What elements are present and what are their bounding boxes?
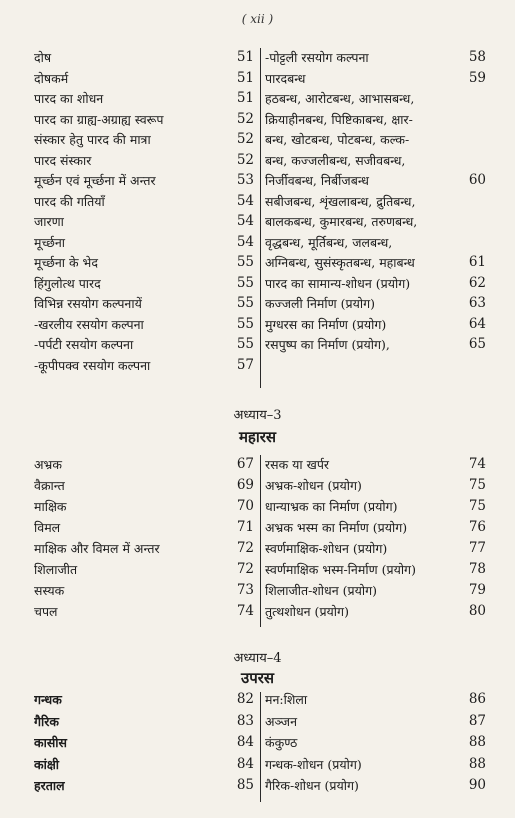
toc-entry-page: 51 (236, 90, 254, 106)
toc-entry-page: 74 (468, 456, 486, 472)
toc-entry-title: हिंगुलोत्थ पारद (34, 275, 101, 291)
toc-entry-title: चपल (34, 604, 58, 619)
toc-entry-page: 58 (468, 49, 486, 65)
toc-entry-title: अग्निबन्ध, सुसंस्कृतबन्ध, महाबन्ध (265, 255, 415, 270)
toc-entry-title: पारदबन्ध (265, 70, 306, 86)
toc-entry-title: माक्षिक और विमल में अन्तर (34, 541, 160, 556)
toc-entry-page: 53 (236, 172, 254, 188)
column-divider (260, 455, 261, 627)
toc-entry-title: अभ्रक (34, 457, 62, 472)
toc-entry-title: पारद संस्कार (34, 152, 92, 168)
column-divider (260, 692, 261, 802)
toc-entry-title: रसक या खर्पर (265, 457, 330, 472)
toc-entry-title: स्वर्णमाक्षिक भस्म-निर्माण (प्रयोग) (265, 562, 416, 577)
toc-entry-title: सस्यक (34, 583, 65, 598)
toc-entry-title: अञ्जन (265, 713, 298, 729)
toc-entry-title: विमल (34, 520, 61, 535)
toc-entry-page: 85 (236, 777, 254, 793)
toc-entry-page: 73 (236, 582, 254, 598)
toc-entry-title: मूर्च्छना (34, 234, 66, 250)
toc-entry-page: 88 (468, 734, 486, 750)
toc-entry-page: 55 (236, 295, 254, 311)
toc-entry-page: 84 (236, 734, 254, 750)
toc-entry-title: रसपुष्प का निर्माण (प्रयोग), (265, 337, 390, 352)
toc-entry-title: गन्धक-शोधन (प्रयोग) (265, 756, 362, 772)
page-folio: ( xii ) (241, 12, 274, 26)
toc-entry-title: दोषकर्म (34, 70, 69, 86)
toc-entry-title: पारद का सामान्य-शोधन (प्रयोग) (265, 275, 411, 291)
toc-entry-title: माक्षिक (34, 499, 67, 514)
toc-entry-page: 77 (468, 540, 486, 556)
chapter-3-label: अध्याय–3 (233, 408, 282, 423)
chapter-4-label: अध्याय–4 (233, 651, 282, 666)
toc-entry-title: -कूपीपक्व रसयोग कल्पना (34, 357, 151, 373)
toc-entry-page: 90 (468, 777, 486, 793)
toc-entry-page: 87 (468, 712, 486, 729)
toc-entry-page: 54 (236, 213, 254, 229)
toc-entry-page: 52 (236, 110, 254, 127)
toc-entry-title: गैरिक-शोधन (प्रयोग) (265, 778, 359, 793)
toc-entry-page: 71 (236, 519, 254, 535)
toc-entry-page: 78 (468, 561, 486, 577)
toc-entry-page: 76 (468, 519, 486, 535)
toc-entry-page: 51 (236, 49, 254, 65)
toc-entry-title: बालकबन्ध, कुमारबन्ध, तरुणबन्ध, (265, 214, 418, 229)
toc-entry-title: -पोट्टली रसयोग कल्पना (265, 50, 369, 65)
toc-entry-title: हरताल (34, 778, 65, 793)
toc-entry-title: जारणा (34, 214, 64, 229)
toc-entry-page: 86 (468, 691, 486, 707)
toc-entry-title: धान्याभ्रक का निर्माण (प्रयोग) (265, 499, 398, 514)
toc-entry-page: 69 (236, 477, 254, 493)
toc-entry-title: क्रियाहीनबन्ध, पिष्टिकाबन्ध, क्षार- (265, 111, 413, 127)
chapter-4-heading: उपरस (240, 669, 274, 687)
toc-entry-title: शिलाजीत (34, 562, 78, 577)
toc-entry-title: वैक्रान्त (34, 478, 65, 493)
toc-entry-page: 60 (468, 172, 486, 188)
toc-entry-page: 62 (468, 274, 486, 291)
toc-entry-page: 59 (468, 69, 486, 86)
toc-entry-page: 79 (468, 582, 486, 598)
toc-entry-title: अभ्रक-शोधन (प्रयोग) (265, 478, 362, 493)
toc-entry-page: 84 (236, 755, 254, 772)
toc-entry-title: मुग्धरस का निर्माण (प्रयोग) (265, 316, 387, 332)
toc-entry-page: 75 (468, 498, 486, 514)
toc-entry-title: कासीस (34, 735, 67, 750)
toc-entry-title: बन्ध, खोटबन्ध, पोटबन्ध, कल्क- (265, 132, 410, 147)
toc-entry-page: 65 (468, 336, 486, 352)
toc-entry-title: कज्जली निर्माण (प्रयोग) (265, 296, 376, 311)
toc-entry-title: तुत्थशोधन (प्रयोग) (265, 604, 349, 619)
toc-entry-page: 61 (468, 254, 486, 270)
toc-entry-page: 82 (236, 691, 254, 707)
toc-entry-page: 57 (236, 356, 254, 373)
toc-entry-page: 55 (236, 336, 254, 352)
toc-entry-page: 75 (468, 477, 486, 493)
toc-entry-page: 55 (236, 315, 254, 332)
toc-entry-title: पारद का शोधन (34, 91, 104, 106)
toc-entry-page: 52 (236, 151, 254, 168)
toc-entry-title: कंकुण्ठ (265, 735, 298, 750)
toc-entry-page: 64 (468, 315, 486, 332)
column-divider (260, 48, 261, 388)
toc-entry-page: 51 (236, 69, 254, 86)
toc-entry-page: 74 (236, 603, 254, 619)
toc-entry-title: मूर्च्छन एवं मूर्च्छना में अन्तर (34, 173, 156, 188)
toc-entry-title: गैरिक (34, 713, 59, 729)
toc-entry-page: 80 (468, 603, 486, 619)
toc-entry-page: 63 (468, 295, 486, 311)
toc-entry-title: हठबन्ध, आरोटबन्ध, आभासबन्ध, (265, 91, 415, 106)
toc-entry-title: अभ्रक भस्म का निर्माण (प्रयोग) (265, 520, 408, 535)
toc-entry-title: मूर्च्छना के भेद (34, 255, 98, 270)
toc-entry-page: 54 (236, 192, 254, 209)
toc-entry-title: स्वर्णमाक्षिक-शोधन (प्रयोग) (265, 541, 388, 556)
toc-entry-page: 83 (236, 712, 254, 729)
chapter-3-heading: महारस (238, 428, 277, 446)
toc-entry-page: 70 (236, 498, 254, 514)
toc-entry-title: -खरलीय रसयोग कल्पना (34, 316, 144, 332)
toc-entry-title: सबीजबन्ध, शृंखलाबन्ध, द्रुतिबन्ध, (265, 193, 416, 209)
toc-entry-page: 72 (236, 561, 254, 577)
toc-entry-page: 67 (236, 456, 254, 472)
toc-entry-page: 72 (236, 540, 254, 556)
toc-entry-page: 52 (236, 131, 254, 147)
toc-entry-title: निर्जीवबन्ध, निर्बीजबन्ध (265, 173, 369, 188)
toc-entry-title: बन्ध, कज्जलीबन्ध, सजीवबन्ध, (265, 152, 406, 168)
toc-entry-page: 55 (236, 274, 254, 291)
toc-entry-title: पारद का ग्राह्य-अग्राह्य स्वरूप (34, 111, 164, 127)
toc-entry-title: पारद की गतियाँ (34, 193, 105, 209)
toc-entry-title: शिलाजीत-शोधन (प्रयोग) (265, 583, 378, 598)
toc-entry-title: विभिन्न रसयोग कल्पनायें (34, 296, 142, 311)
toc-entry-page: 88 (468, 755, 486, 772)
toc-entry-page: 55 (236, 254, 254, 270)
toc-entry-title: मन:शिला (265, 692, 308, 707)
toc-entry-title: गन्धक (34, 692, 62, 707)
toc-entry-title: दोष (34, 50, 52, 65)
toc-entry-title: -पर्पटी रसयोग कल्पना (34, 337, 134, 352)
toc-entry-title: वृद्धबन्ध, मूर्तिबन्ध, जलबन्ध, (265, 234, 393, 250)
toc-entry-title: संस्कार हेतु पारद की मात्रा (34, 132, 151, 147)
toc-entry-page: 54 (236, 233, 254, 250)
toc-entry-title: कांक्षी (34, 756, 60, 772)
